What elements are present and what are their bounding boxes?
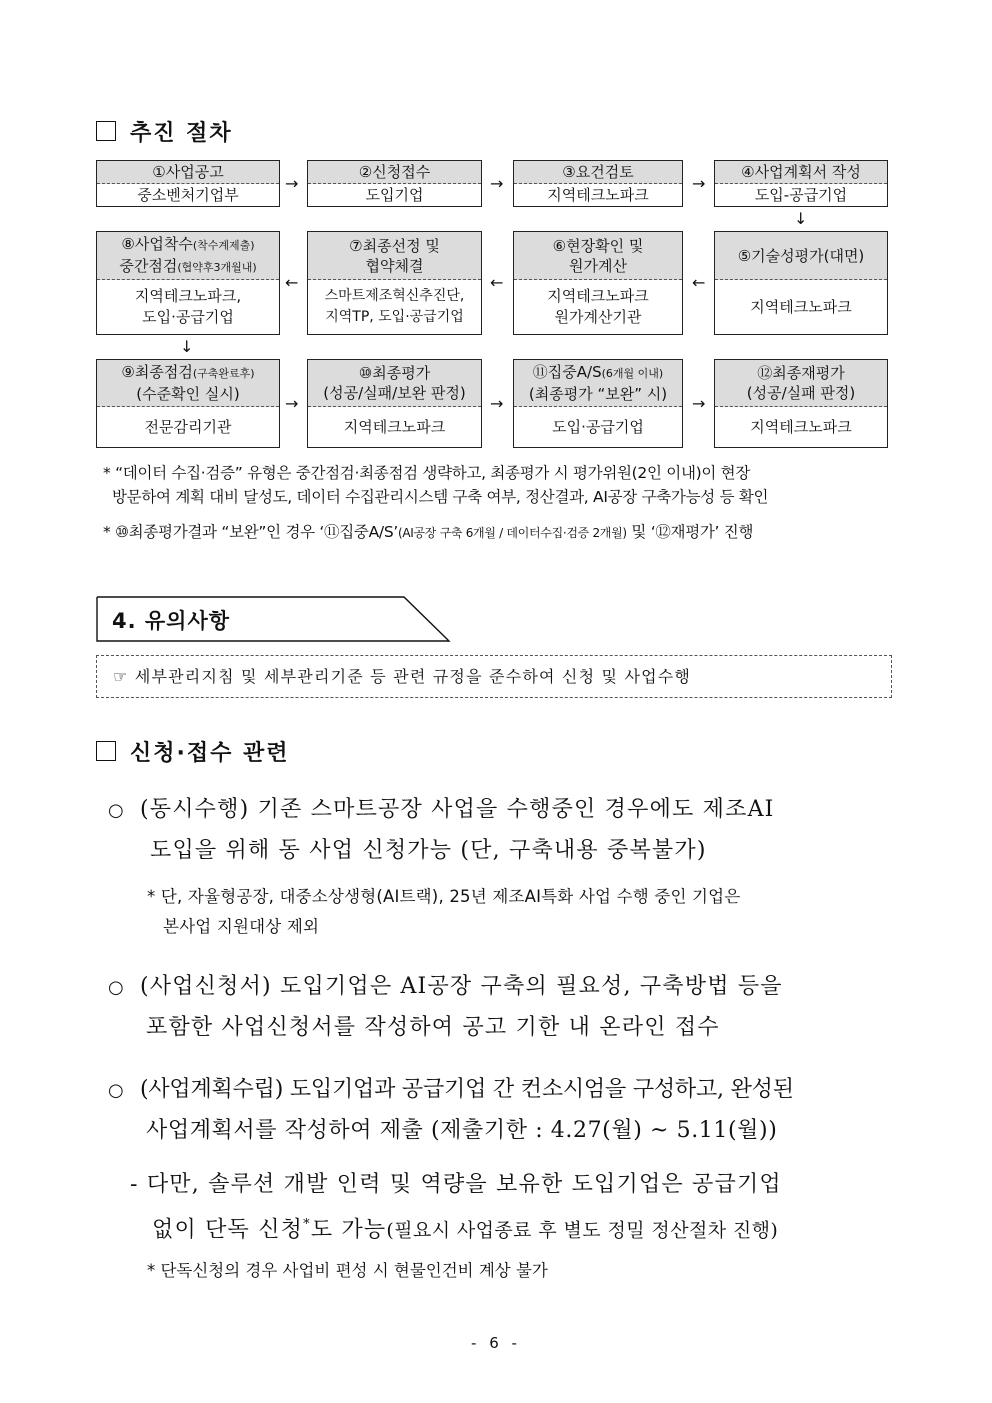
flow-step-9-owner: 전문감리기관 [144,417,232,436]
arrow-left-icon: ← [285,273,299,292]
section-4-title: 4. 유의사항 [112,609,231,633]
flow-step-8 [96,231,280,335]
flow-step-4 [714,160,888,207]
flow-step-10 [307,359,482,448]
arrow-down-icon: ↓ [794,209,808,228]
flow-step-3-owner: 지역테크노파크 [547,185,649,204]
arrow-right-icon: → [285,394,299,413]
arrow-right-icon: → [285,174,299,193]
flow-step-5-title: ⑤기술성평가(대면) [715,232,887,280]
checkbox-square-icon [96,741,116,761]
flow-step-12-title: ⑫최종재평가 (성공/실패 판정) [715,360,887,407]
flow-step-8-title: ⑧사업착수(착수계제출) 중간점검(협약후3개월내) [97,232,279,280]
page-number: - 6 - [471,1334,521,1352]
flow-step-2-title: ②신청접수 [308,161,481,184]
paragraph-application-form: ○ (사업신청서) 도입기업은 AI공장 구축의 필요성, 구축방법 등을 포함한 사업신청서를 작성하여 공고 기한 내 온라인 접수 [108,974,783,1040]
flow-step-11-owner: 도입·공급기업 [552,417,644,436]
arrow-right-icon: → [490,394,504,413]
flow-step-1-title: ①사업공고 [97,161,279,184]
flow-step-3 [513,160,683,207]
footnote-data-verification: * “데이터 수집·검증” 유형은 중간점검·최종점검 생략하고, 최종평가 시 평가위원(2인 이내)이 현장 방문하여 계획 대비 달성도, 데이터 수집관리시스템 구축 여부, 정산결과, AI공장 구축가능성 등 확인 [103,464,769,506]
flow-step-1 [96,160,280,207]
section-heading-application: 신청·접수 관련 [96,736,290,767]
notice-box: ☞ 세부관리지침 및 세부관리기준 등 관련 규정을 준수하여 신청 및 사업수행 [96,655,892,698]
flow-step-11-title: ⑪집중A/S(6개월 이내) (최종평가 “보완” 시) [514,360,682,407]
flow-step-2-owner: 도입기업 [365,185,424,204]
section-heading-procedure: 추진 절차 [96,116,233,147]
flow-step-4-title: ④사업계획서 작성 [715,161,887,184]
flow-step-7-title: ⑦최종선정 및 협약체결 [308,232,481,280]
arrow-right-icon: → [692,394,706,413]
footnote-supplement: * ⑩최종평가결과 “보완”인 경우 ‘⑪집중A/S’(AI공장 구축 6개월 / 데이터수집·검증 2개월) 및 ‘⑫재평가’ 진행 [103,523,754,541]
arrow-right-icon: → [490,174,504,193]
flow-step-10-owner: 지역테크노파크 [343,417,446,436]
flow-step-7 [307,231,482,335]
flow-step-6-owner: 지역테크노파크 원가계산기관 [547,287,649,326]
paragraph-concurrent-note: * 단, 자율형공장, 대중소상생형(AI트랙), 25년 제조AI특화 사업 수행 중인 기업은 본사업 지원대상 제외 [147,887,741,936]
flow-step-7-owner: 스마트제조혁신추진단, 지역TP, 도입·공급기업 [324,288,465,325]
flow-step-1-owner: 중소벤처기업부 [137,185,239,204]
flow-step-5 [714,231,888,335]
flow-step-10-title: ⑩최종평가 (성공/실패/보완 판정) [308,360,481,407]
paragraph-sole-application: - 다만, 솔루션 개발 인력 및 역량을 보유한 도입기업은 공급기업 없이 단독 신청*도 가능(필요시 사업종료 후 별도 정밀 정산절차 진행) [130,1172,782,1243]
arrow-left-icon: ← [692,273,706,292]
flow-step-2 [307,160,482,207]
flow-step-9 [96,359,280,448]
flow-step-11 [513,359,683,448]
flow-step-6-title: ⑥현장확인 및 원가계산 [514,232,682,280]
paragraph-concurrent: ○ (동시수행) 기존 스마트공장 사업을 수행중인 경우에도 제조AI 도입을 위해 동 사업 신청가능 (단, 구축내용 중복불가) [108,797,775,863]
flow-step-12-owner: 지역테크노파크 [750,417,852,436]
paragraph-sole-note: * 단독신청의 경우 사업비 편성 시 현물인건비 계상 불가 [147,1261,548,1280]
flow-step-6 [513,231,683,335]
flow-step-3-title: ③요건검토 [514,161,682,184]
arrow-left-icon: ← [490,273,504,292]
arrow-down-icon: ↓ [180,337,194,356]
arrow-right-icon: → [692,174,706,193]
section-tab-notes [96,596,452,642]
flow-step-5-owner: 지역테크노파크 [750,297,852,316]
checkbox-square-icon [96,121,116,141]
flow-step-8-owner: 지역테크노파크, 도입·공급기업 [134,287,242,326]
flow-step-9-title: ⑨최종점검(구축완료후) (수준확인 실시) [97,360,279,407]
flow-step-4-owner: 도입-공급기업 [754,185,848,204]
flow-step-12 [714,359,888,448]
paragraph-business-plan: ○ (사업계획수립) 도입기업과 공급기업 간 컨소시엄을 구성하고, 완성된 사업계획서를 작성하여 제출 (제출기한 : 4.27(월) ~ 5.11(월)) [108,1077,794,1143]
